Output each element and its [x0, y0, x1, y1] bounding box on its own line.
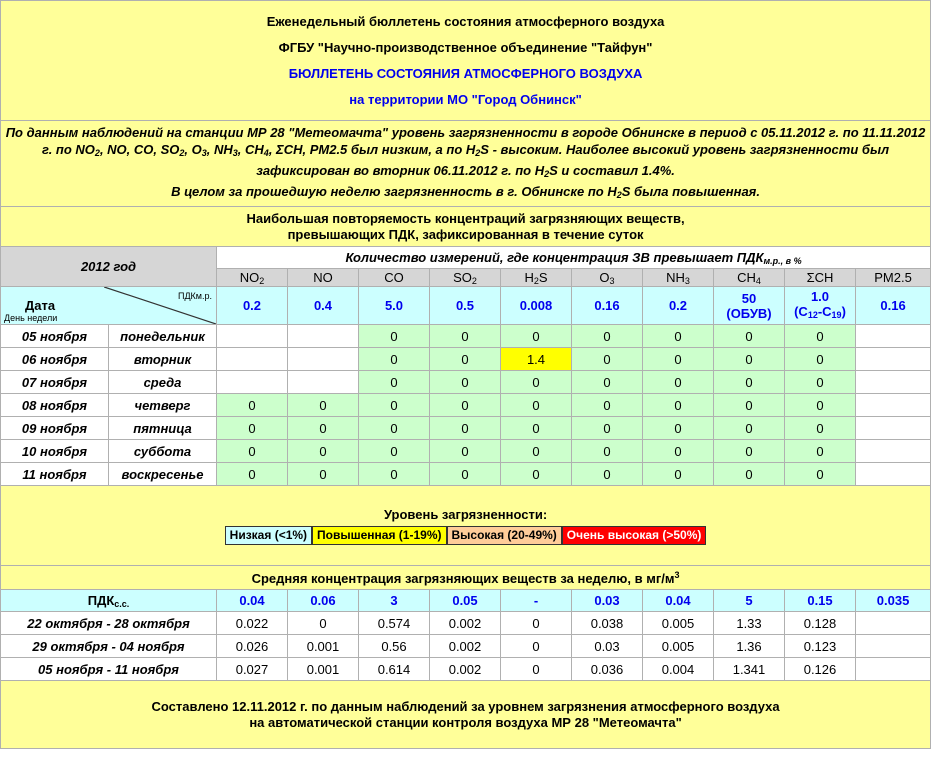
row-weekday: пятница [109, 417, 217, 440]
row-value: 0 [785, 371, 856, 394]
pdk-value-text: 0.5 [455, 298, 475, 313]
row-value: 0 [643, 417, 714, 440]
pollutant-sub: 4 [755, 275, 761, 286]
row-date: 05 ноября [1, 325, 109, 348]
row-value [856, 612, 931, 635]
row-value: 0.027 [217, 658, 288, 681]
footer-line2: на автоматической станции контроля воздуха МР 28 "Метеомачта" [249, 714, 682, 730]
row-date: 11 ноября [1, 463, 109, 486]
pdk-value-text: 0.2 [242, 298, 262, 313]
row-value: 0.128 [785, 612, 856, 635]
legend-swatches [225, 526, 707, 545]
legend-very-high: Очень высокая (>50%) [562, 526, 707, 545]
pollutant-header [288, 269, 359, 287]
row-value: 0 [501, 394, 572, 417]
pdk-ss-value: 0.03 [572, 590, 643, 612]
pdk-label: ПДКм.р. [177, 291, 212, 301]
row-value: 0 [430, 348, 501, 371]
pollutant-sub: 2 [533, 275, 539, 286]
table-row [1, 635, 931, 658]
pdk-value-text: 0.2 [668, 298, 688, 313]
pollutant-name: ΣCH [806, 270, 834, 285]
pollutant-name: O [599, 269, 610, 285]
row-value: 0 [785, 440, 856, 463]
legend-high: Высокая (20-49%) [447, 526, 562, 545]
row-value [217, 325, 288, 348]
section1-title [1, 207, 931, 247]
row-value: 1.341 [714, 658, 785, 681]
row-value: 0.03 [572, 635, 643, 658]
pollutant-name: CH [737, 269, 756, 285]
row-value [856, 440, 931, 463]
pdk-value [430, 287, 501, 325]
pdk-row [1, 287, 931, 325]
row-value: 0 [572, 440, 643, 463]
row-value: 0 [714, 463, 785, 486]
legend-title: Уровень загрязненности: [383, 506, 548, 522]
row-value: 0 [359, 325, 430, 348]
table-row [1, 371, 931, 394]
section2-title [1, 566, 931, 590]
row-value: 0 [572, 371, 643, 394]
row-value: 0 [572, 325, 643, 348]
pollutant-header [714, 269, 785, 287]
pdk-value [501, 287, 572, 325]
pollutant-header [217, 269, 288, 287]
sup: 3 [674, 569, 680, 580]
pdk-note-sub: 12 [807, 309, 818, 320]
pollutant-name: CO [384, 270, 404, 285]
row-value: 0 [785, 325, 856, 348]
row-value: 0 [359, 371, 430, 394]
row-value: 0.574 [359, 612, 430, 635]
header-line1: Еженедельный бюллетень состояния атмосферного воздуха [266, 13, 665, 29]
row-value: 0 [288, 394, 359, 417]
pdk-ss-value: 5 [714, 590, 785, 612]
row-value: 0 [288, 612, 359, 635]
pollutant-tail: S [538, 269, 548, 285]
summary-text: S и составил 1.4%. [549, 162, 675, 178]
legend-mid: Повышенная (1-19%) [312, 526, 446, 545]
summary-text: , O [184, 141, 202, 157]
row-period: 05 ноября - 11 ноября [1, 658, 217, 681]
pdk-value-text: 5.0 [384, 298, 404, 313]
row-value: 0 [572, 348, 643, 371]
row-value: 0 [430, 417, 501, 440]
pollutant-header [359, 269, 430, 287]
row-value: 0 [643, 348, 714, 371]
pdk-value [643, 287, 714, 325]
row-value: 0 [714, 325, 785, 348]
pdk-ss-value: 0.04 [643, 590, 714, 612]
row-value [856, 371, 931, 394]
pdk-ss-value: 0.15 [785, 590, 856, 612]
row-value: 1.33 [714, 612, 785, 635]
footer-line1: Составлено 12.11.2012 г. по данным наблюдений за уровнем загрязнения атмосферного воздуха [151, 698, 780, 714]
pdk-ss-value: 3 [359, 590, 430, 612]
row-value: 0 [217, 463, 288, 486]
sub: 2 [616, 189, 622, 200]
pollutant-header [430, 269, 501, 287]
row-value: 0 [572, 417, 643, 440]
measure-title [217, 247, 931, 269]
row-value: 0.036 [572, 658, 643, 681]
row-value: 0.614 [359, 658, 430, 681]
pdk-ss-value: 0.04 [217, 590, 288, 612]
row-value: 0.123 [785, 635, 856, 658]
summary-text: В целом за прошедшую неделю загрязненность в г. Обнинске по H [171, 183, 617, 199]
header-line3: БЮЛЛЕТЕНЬ СОСТОЯНИЯ АТМОСФЕРНОГО ВОЗДУХА [288, 65, 643, 81]
row-date: 07 ноября [1, 371, 109, 394]
pdk-value [714, 287, 785, 325]
row-value: 0 [643, 463, 714, 486]
row-value: 0 [501, 463, 572, 486]
header-line4: на территории МО "Город Обнинск" [349, 91, 582, 107]
row-weekday: воскресенье [109, 463, 217, 486]
pollutant-header [501, 269, 572, 287]
pdk-value [856, 287, 931, 325]
table-row [1, 440, 931, 463]
row-value: 0 [501, 658, 572, 681]
row-value: 0 [714, 440, 785, 463]
row-value: 0.002 [430, 658, 501, 681]
date-label: Дата [25, 298, 56, 313]
row-value: 0.005 [643, 635, 714, 658]
row-value: 0 [501, 440, 572, 463]
table-row [1, 463, 931, 486]
row-value: 0 [501, 417, 572, 440]
pollutant-sub: 2 [471, 275, 477, 286]
pollutant-name: NH [666, 269, 685, 285]
row-value: 0.002 [430, 635, 501, 658]
row-value: 0 [430, 394, 501, 417]
pollutant-header [856, 269, 931, 287]
row-value: 0 [643, 371, 714, 394]
date-weekday-header [1, 287, 217, 325]
row-value: 0 [288, 463, 359, 486]
row-value: 0 [785, 348, 856, 371]
row-weekday: среда [109, 371, 217, 394]
row-value: 0 [359, 440, 430, 463]
footer-block [1, 681, 931, 749]
row-date: 06 ноября [1, 348, 109, 371]
pdk-value-text: 1.0 [810, 288, 830, 304]
row-value [856, 394, 931, 417]
row-value: 0 [288, 440, 359, 463]
row-value: 0 [785, 394, 856, 417]
row-value: 0 [430, 463, 501, 486]
measure-title-text: Количество измерений, где концентрация ЗВ превышает ПДК [345, 249, 764, 265]
pdk-ss-value: - [501, 590, 572, 612]
pdk-note-sub: 19 [831, 309, 842, 320]
sub: 2 [475, 147, 481, 158]
summary-paragraph [5, 124, 926, 183]
legend-low: Низкая (<1%) [225, 526, 312, 545]
pdk-note-mid: -C [817, 303, 832, 319]
row-value: 0 [430, 440, 501, 463]
summary-conclusion [5, 183, 926, 204]
row-weekday: понедельник [109, 325, 217, 348]
pdk-note-a: (C [794, 303, 808, 319]
row-value: 0 [501, 635, 572, 658]
sub: 2 [94, 147, 100, 158]
table-row [1, 348, 931, 371]
header-line2: ФГБУ "Научно-производственное объединение "Тайфун" [278, 39, 653, 55]
row-weekday: вторник [109, 348, 217, 371]
legend-block [1, 486, 931, 566]
row-value: 0 [501, 612, 572, 635]
pdk-ss-value: 0.035 [856, 590, 931, 612]
row-weekday: суббота [109, 440, 217, 463]
row-value [856, 417, 931, 440]
row-date: 08 ноября [1, 394, 109, 417]
row-date: 09 ноября [1, 417, 109, 440]
section2-title-text: Средняя концентрация загрязняющих веществ за неделю, в мг/м [251, 570, 675, 586]
pdk-value [359, 287, 430, 325]
pdk-ss-value: 0.05 [430, 590, 501, 612]
row-value [217, 348, 288, 371]
summary-text: S - высоким. Наиболее высокий уровень загрязненности был зафиксирован во вторник 06.11.2012 г. по H [256, 141, 890, 178]
pollutant-sub: 3 [609, 275, 615, 286]
summary-text: По данным наблюдений на станции МР 28 "Метеомачта" уровень загрязненности в городе Обнинске в период с 05.11.2012 г. по 11.11.2012 г. по NO [5, 124, 926, 157]
row-value: 0.56 [359, 635, 430, 658]
pdk-value [217, 287, 288, 325]
pdk-note [785, 304, 855, 323]
pollutant-name: SO [453, 269, 472, 285]
year-label: 2012 год [1, 247, 217, 287]
row-value: 0.005 [643, 612, 714, 635]
table-row [1, 658, 931, 681]
measure-sub: м.р., в % [763, 255, 802, 266]
header-block [1, 1, 931, 121]
row-period: 29 октября - 04 ноября [1, 635, 217, 658]
row-value [856, 348, 931, 371]
row-value: 1.4 [501, 348, 572, 371]
pollutant-header [785, 269, 856, 287]
row-value [288, 371, 359, 394]
pdk-value-text: 0.16 [880, 298, 906, 313]
row-value: 0 [714, 394, 785, 417]
row-value: 0.004 [643, 658, 714, 681]
row-value: 0 [714, 371, 785, 394]
row-value: 0 [430, 325, 501, 348]
pdk-ss-text: ПДК [87, 592, 115, 608]
pdk-value [785, 287, 856, 325]
row-value: 0 [217, 440, 288, 463]
row-value: 0 [217, 394, 288, 417]
pollutant-sub: 2 [259, 275, 265, 286]
summary-text: , ΣCH, PM2.5 был низким, а по H [268, 141, 476, 157]
table-row [1, 325, 931, 348]
row-value [856, 658, 931, 681]
section1-title-line1: Наибольшая повторяемость концентраций загрязняющих веществ, [246, 210, 685, 226]
row-value: 1.36 [714, 635, 785, 658]
row-value: 0 [501, 325, 572, 348]
row-value [856, 635, 931, 658]
sub: с.с. [114, 598, 130, 609]
pdk-value [572, 287, 643, 325]
row-value: 0 [572, 394, 643, 417]
section1-title-line2: превышающих ПДК, зафиксированная в течение суток [287, 226, 644, 242]
summary-text: , NO, CO, SO [99, 141, 180, 157]
pdk-value [288, 287, 359, 325]
row-value: 0.001 [288, 635, 359, 658]
row-value: 0 [785, 417, 856, 440]
sub: 3 [201, 147, 207, 158]
row-value: 0 [217, 417, 288, 440]
row-value: 0 [643, 325, 714, 348]
pollutant-header [572, 269, 643, 287]
pollutant-name: PM2.5 [874, 270, 912, 285]
pdk-value-text: 0.16 [594, 298, 620, 313]
row-value [217, 371, 288, 394]
pdk-value-text: 50 [741, 290, 757, 306]
pdk-note: (ОБУВ) [726, 305, 772, 321]
row-value: 0.022 [217, 612, 288, 635]
row-value: 0 [430, 371, 501, 394]
row-value: 0 [359, 394, 430, 417]
pdk-note-end: ) [841, 303, 846, 319]
sub: 4 [263, 147, 269, 158]
row-period: 22 октября - 28 октября [1, 612, 217, 635]
pollutant-name: NO [313, 270, 333, 285]
row-value: 0 [359, 417, 430, 440]
row-value: 0 [359, 463, 430, 486]
weekday-label: День недели [4, 313, 58, 323]
table-row [1, 612, 931, 635]
row-value [856, 325, 931, 348]
sub: 3 [232, 147, 238, 158]
sub: 2 [544, 168, 550, 179]
row-value: 0.002 [430, 612, 501, 635]
row-value: 0 [785, 463, 856, 486]
row-value [288, 348, 359, 371]
pollutant-header [643, 269, 714, 287]
table-row [1, 417, 931, 440]
row-value: 0.026 [217, 635, 288, 658]
pdk-value-text: 0.4 [313, 298, 333, 313]
table-row [1, 394, 931, 417]
row-value: 0 [643, 394, 714, 417]
row-date: 10 ноября [1, 440, 109, 463]
row-value: 0 [643, 440, 714, 463]
summary-text: , CH [237, 141, 264, 157]
sub: 2 [179, 147, 185, 158]
row-value: 0 [572, 463, 643, 486]
pdk-ss-row [1, 590, 931, 612]
pdk-value-text: 0.008 [519, 298, 553, 313]
row-value: 0 [714, 348, 785, 371]
summary-block [1, 121, 931, 207]
row-value: 0.038 [572, 612, 643, 635]
pollutant-sub: 3 [684, 275, 690, 286]
pollutant-name: NO [239, 269, 260, 285]
row-value [288, 325, 359, 348]
row-weekday: четверг [109, 394, 217, 417]
row-value: 0 [359, 348, 430, 371]
pollutant-name: H [524, 269, 534, 285]
row-value: 0 [288, 417, 359, 440]
summary-text: S была повышенная. [621, 183, 760, 199]
row-value: 0 [714, 417, 785, 440]
row-value: 0.126 [785, 658, 856, 681]
pdk-ss-value: 0.06 [288, 590, 359, 612]
row-value [856, 463, 931, 486]
row-value: 0 [501, 371, 572, 394]
row-value: 0.001 [288, 658, 359, 681]
summary-text: , NH [206, 141, 233, 157]
pdk-ss-label [1, 590, 217, 612]
